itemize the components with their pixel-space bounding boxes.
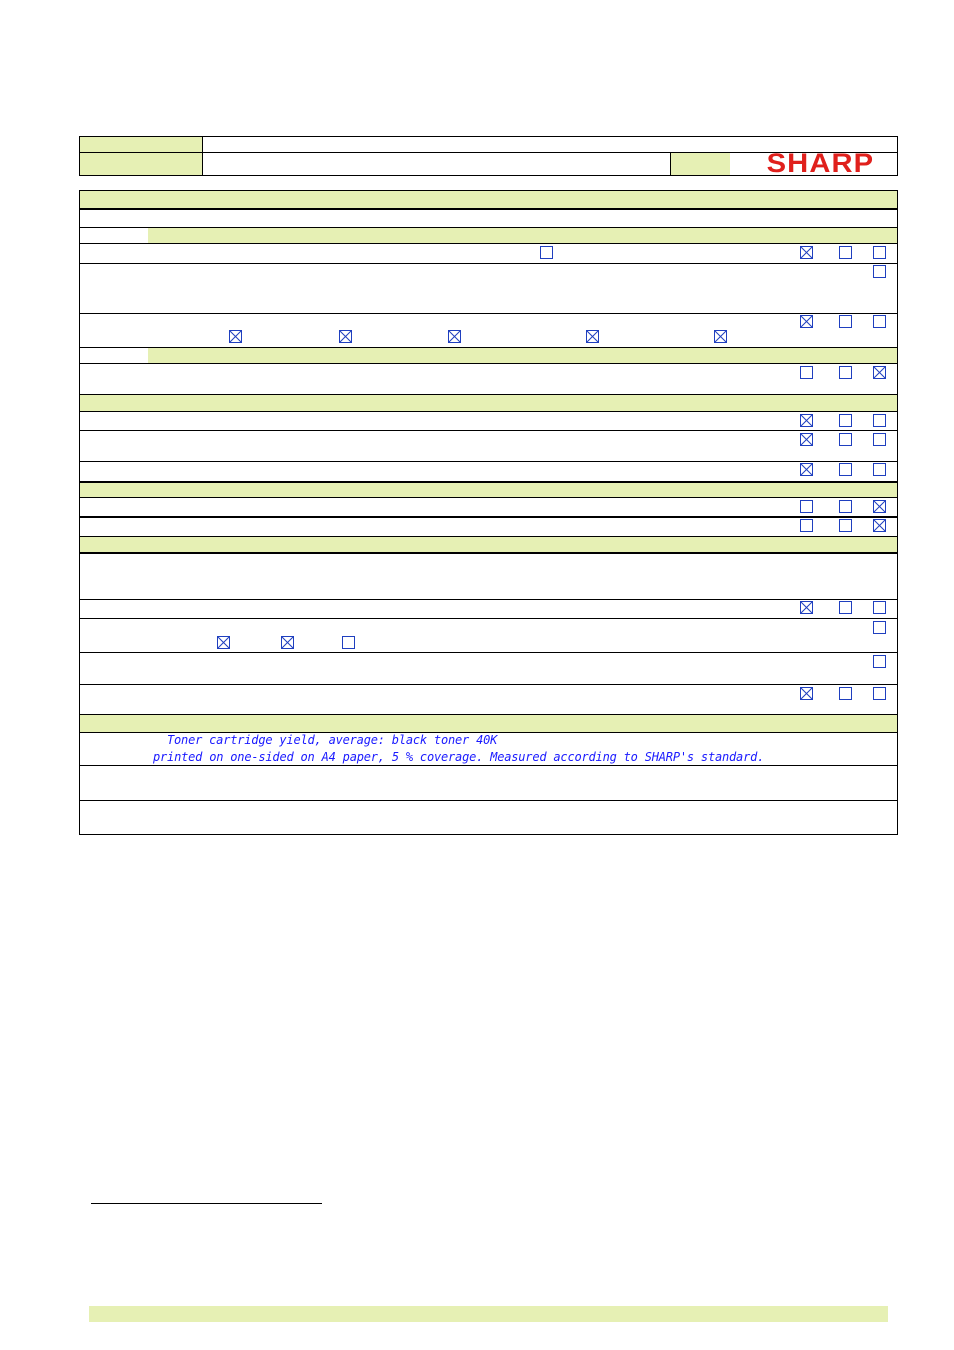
check-x-icon: [340, 331, 351, 342]
checkbox-r9-c[interactable]: [873, 519, 886, 532]
sharp-logo: SHARP: [766, 148, 875, 178]
checkbox-r5-b[interactable]: [839, 414, 852, 427]
checkbox-r5-a[interactable]: [800, 414, 813, 427]
check-x-icon: [801, 247, 812, 258]
checkbox-r3-sub4[interactable]: [586, 330, 599, 343]
checkbox-r2-c[interactable]: [873, 265, 886, 278]
checkbox-r8-a[interactable]: [800, 500, 813, 513]
footnote-separator: [91, 1203, 322, 1204]
checkbox-r4-c[interactable]: [873, 366, 886, 379]
checkbox-r11-sub2[interactable]: [281, 636, 294, 649]
checkbox-r7-b[interactable]: [839, 463, 852, 476]
checkbox-r7-c[interactable]: [873, 463, 886, 476]
checkbox-r1-b[interactable]: [839, 246, 852, 259]
check-x-icon: [449, 331, 460, 342]
checkbox-r3-sub2[interactable]: [339, 330, 352, 343]
checkbox-r3-c[interactable]: [873, 315, 886, 328]
checkbox-r1-a[interactable]: [800, 246, 813, 259]
checkbox-r10-b[interactable]: [839, 601, 852, 614]
checkbox-r12-c[interactable]: [873, 655, 886, 668]
checkbox-r6-a[interactable]: [800, 433, 813, 446]
checkbox-r8-c[interactable]: [873, 500, 886, 513]
checkbox-r10-a[interactable]: [800, 601, 813, 614]
checkbox-r13-b[interactable]: [839, 687, 852, 700]
check-x-icon: [801, 434, 812, 445]
check-x-icon: [801, 316, 812, 327]
check-x-icon: [282, 637, 293, 648]
check-x-icon: [230, 331, 241, 342]
footer-bar: [89, 1306, 888, 1322]
toner-yield-note: Toner cartridge yield, average: black toner 40K: [167, 733, 498, 747]
check-x-icon: [874, 520, 885, 531]
checkbox-r11-sub1[interactable]: [217, 636, 230, 649]
check-x-icon: [874, 367, 885, 378]
check-x-icon: [587, 331, 598, 342]
checkbox-r1-mid[interactable]: [540, 246, 553, 259]
check-x-icon: [874, 501, 885, 512]
checkbox-r11-sub3[interactable]: [342, 636, 355, 649]
check-x-icon: [801, 464, 812, 475]
check-x-icon: [218, 637, 229, 648]
checkbox-r4-a[interactable]: [800, 366, 813, 379]
checkbox-r7-a[interactable]: [800, 463, 813, 476]
checkbox-r6-c[interactable]: [873, 433, 886, 446]
checkbox-r3-sub3[interactable]: [448, 330, 461, 343]
checkbox-r3-sub1[interactable]: [229, 330, 242, 343]
check-x-icon: [801, 602, 812, 613]
checkbox-r10-c[interactable]: [873, 601, 886, 614]
checkbox-r13-c[interactable]: [873, 687, 886, 700]
checkbox-r3-sub5[interactable]: [714, 330, 727, 343]
checkbox-r9-b[interactable]: [839, 519, 852, 532]
checkbox-r1-c[interactable]: [873, 246, 886, 259]
check-x-icon: [801, 415, 812, 426]
checkbox-r5-c[interactable]: [873, 414, 886, 427]
checkbox-r3-b[interactable]: [839, 315, 852, 328]
checkbox-r9-a[interactable]: [800, 519, 813, 532]
checkbox-r8-b[interactable]: [839, 500, 852, 513]
toner-measurement-note: printed on one-sided on A4 paper, 5 % coverage. Measured according to SHARP's standard.: [153, 750, 765, 764]
check-x-icon: [801, 688, 812, 699]
checkbox-r11-c[interactable]: [873, 621, 886, 634]
check-x-icon: [715, 331, 726, 342]
checkbox-r6-b[interactable]: [839, 433, 852, 446]
checkbox-r13-a[interactable]: [800, 687, 813, 700]
checkbox-r4-b[interactable]: [839, 366, 852, 379]
checkbox-r3-a[interactable]: [800, 315, 813, 328]
